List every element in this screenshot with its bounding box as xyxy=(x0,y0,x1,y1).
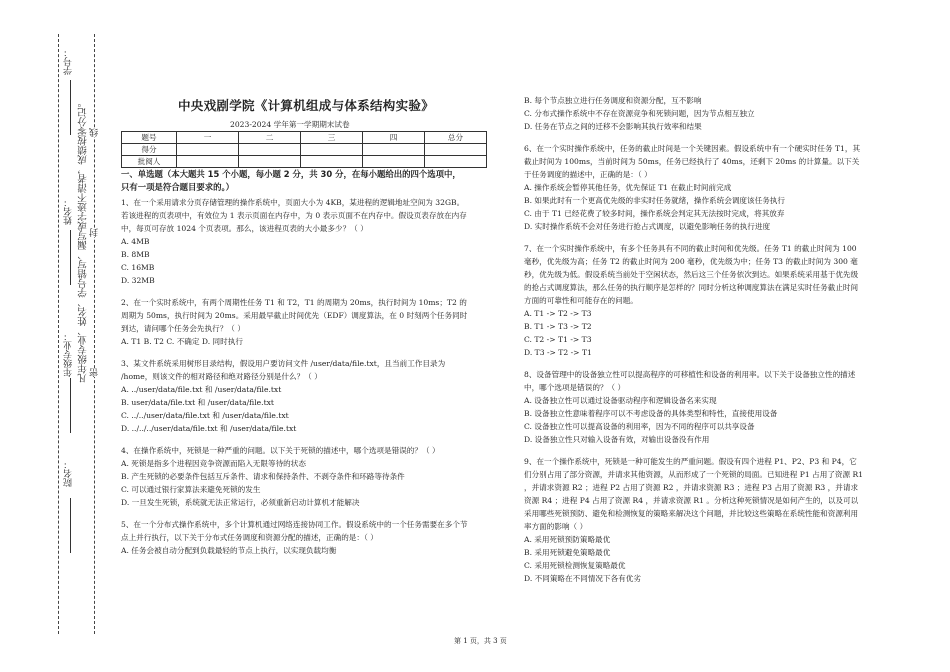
grader-cell[interactable] xyxy=(363,156,425,168)
right-column xyxy=(524,94,864,594)
student-id-label: 学号： xyxy=(64,48,74,75)
score-cell[interactable] xyxy=(425,144,487,156)
option[interactable]: D. 32MB xyxy=(121,276,155,285)
score-row-label: 得分 xyxy=(122,144,177,156)
option[interactable]: A. T1 -> T2 -> T3 xyxy=(524,309,592,318)
option[interactable]: B. 产生死锁的必要条件包括互斥条件、请求和保持条件、不剥夺条件和环路等待条件 xyxy=(121,472,405,481)
option[interactable]: C. 可以通过银行家算法来避免死锁的发生 xyxy=(121,485,261,494)
score-header-cell: 四 xyxy=(363,132,425,144)
option[interactable]: C. 由于 T1 已经花费了较多时间，操作系统会判定其无法按时完成，将其放弃 xyxy=(524,209,785,218)
grader-cell[interactable] xyxy=(177,156,239,168)
option[interactable]: A. 死锁是指多个进程因竞争资源而陷入无限等待的状态 xyxy=(121,459,306,468)
score-header-cell: 题号 xyxy=(122,132,177,144)
question-stem: 4、在操作系统中，死锁是一种严重的问题。以下关于死锁的描述中，哪个选项是错误的？（ ） xyxy=(121,446,440,455)
question-9 xyxy=(524,455,864,585)
page-number: 第 1 页，共 3 页 xyxy=(454,637,507,645)
exam-title: 中央戏剧学院《计算机组成与体系结构实验》 xyxy=(178,98,435,113)
option[interactable]: B. 8MB xyxy=(121,250,150,259)
exam-subtitle: 2023-2024 学年第一学期期末试卷 xyxy=(230,120,350,129)
option[interactable]: A. 任务会被自动分配到负载最轻的节点上执行，以实现负载均衡 xyxy=(121,546,337,555)
option[interactable]: A. 设备独立性可以通过设备驱动程序和逻辑设备名来实现 xyxy=(524,396,717,405)
option[interactable]: C. T2 -> T1 -> T3 xyxy=(524,335,592,344)
score-cell[interactable] xyxy=(239,144,301,156)
score-header-cell: 二 xyxy=(239,132,301,144)
option[interactable]: D. 一旦发生死锁，系统就无法正常运行，必须重新启动计算机才能解决 xyxy=(121,498,360,507)
binding-dashed-line-inner xyxy=(58,34,59,634)
binding-dashed-line-outer xyxy=(94,34,95,634)
option[interactable]: D. 实时操作系统不会对任务进行抢占式调度，以避免影响任务的执行进度 xyxy=(524,222,771,231)
school-label: 院名： xyxy=(64,460,74,487)
fill-note: 凡年级专业、姓名、学号错写、漏写或字迹不清者，成绩按零分记。 xyxy=(78,98,89,383)
score-row-label: 批阅人 xyxy=(122,156,177,168)
option[interactable]: C. 采用死锁检测恢复策略最优 xyxy=(524,561,626,570)
question-2 xyxy=(121,296,469,348)
question-stem: 6、在一个实时操作系统中，任务的截止时间是一个关键因素。假设系统中有一个硬实时任务 T1，其截止时间为 100ms，当前时间为 50ms，任务已经执行了 40ms，还剩下 20ms 的计算量。以下关于任务调度的描述中，正确的是：（ ） xyxy=(524,144,861,179)
section-heading: 一、单选题（本大题共 15 个小题，每小题 2 分，共 30 分，在每小题给出的四个选项中，只有一项是符合题目要求的。） xyxy=(121,169,461,192)
question-3 xyxy=(121,357,469,435)
school-blank[interactable] xyxy=(70,498,72,553)
name-label: 姓名： xyxy=(64,198,74,225)
option[interactable]: D. ../../../user/data/file.txt 和 /user/data/file.txt xyxy=(121,424,297,433)
name-blank[interactable] xyxy=(70,230,72,285)
score-cell[interactable] xyxy=(363,144,425,156)
student-id-blank[interactable] xyxy=(70,80,72,135)
question-stem: 3、某文件系统采用树形目录结构，假设用户要访问文件 /user/data/file.txt，且当前工作目录为 /home，则该文件的相对路径和绝对路径分别是什么？（ ） xyxy=(121,359,446,381)
option[interactable]: A. 操作系统会暂停其他任务，优先保证 T1 在截止时间前完成 xyxy=(524,183,732,192)
question-6 xyxy=(524,142,864,233)
option[interactable]: A. T1 B. T2 C. 不确定 D. 同时执行 xyxy=(121,337,243,346)
option[interactable]: D. 任务在节点之间的迁移不会影响其执行效率和结果 xyxy=(524,122,702,131)
score-header-cell: 一 xyxy=(177,132,239,144)
question-4 xyxy=(121,444,469,509)
score-table-header-row xyxy=(122,132,487,144)
option[interactable]: B. 每个节点独立进行任务调度和资源分配，互不影响 xyxy=(524,96,702,105)
option[interactable]: A. 4MB xyxy=(121,237,150,246)
question-stem: 8、设备管理中的设备独立性可以提高程序的可移植性和设备的利用率。以下关于设备独立性的描述中，哪个选项是错误的？（ ） xyxy=(524,370,856,392)
question-stem: 9、在一个操作系统中，死锁是一种可能发生的严重问题。假设有四个进程 P1、P2、P3 和 P4，它们分别占用了部分资源，并请求其他资源，从而形成了一个死锁的局面。已知进程 P1 占用了资源 R1 ，并请求资源 R2 ；进程 P2 占用了资源 R2 ，并请求资源 R3 ；进程 P3 占用了资源 R3 ，并请求资源 R4 ；进程 P4 占用了资源 R4 ，并请求资源 R1 。分析这种死锁情况是如何产生的，以及可以采用哪些死锁预防、避免和检测恢复的策略来解决这个问题，并比较这些策略在系统性能和资源利用率方面的影响（ ） xyxy=(524,457,864,531)
option[interactable]: B. 设备独立性意味着程序可以不考虑设备的具体类型和特性，直接使用设备 xyxy=(524,409,778,418)
option[interactable]: D. 设备独立性只对输入设备有效，对输出设备没有作用 xyxy=(524,435,710,444)
seal-word-xian: 线 xyxy=(90,128,100,137)
question-stem: 5、在一个分布式操作系统中，多个计算机通过网络连接协同工作。假设系统中的一个任务需要在多个节点上并行执行，以下关于分布式任务调度和资源分配的描述，正确的是：（ ） xyxy=(121,520,468,542)
option[interactable]: D. 不同策略在不同情况下各有优劣 xyxy=(524,574,641,583)
option[interactable]: B. user/data/file.txt 和 /user/data/file.txt xyxy=(121,398,274,407)
option[interactable]: C. 分布式操作系统中不存在资源竞争和死锁问题，因为节点相互独立 xyxy=(524,109,755,118)
option[interactable]: D. T3 -> T2 -> T1 xyxy=(524,348,592,357)
question-5 xyxy=(121,518,469,557)
question-stem: 1、在一个采用请求分页存储管理的操作系统中，页面大小为 4KB，某进程的逻辑地址空间为 32GB。若该进程的页表项中，有效位为 1 表示页面在内存中，为 0 表示页面不在内存中。假设页表存放在内存中，每页可存放 1024 个页表项。那么，该进程页表的大小最多少？（ ） xyxy=(121,198,467,233)
binding-strip xyxy=(0,0,110,672)
score-header-cell: 三 xyxy=(301,132,363,144)
option[interactable]: A. ../user/data/file.txt 和 /user/data/file.txt xyxy=(121,385,282,394)
option[interactable]: C. 16MB xyxy=(121,263,155,272)
option[interactable]: C. ../../user/data/file.txt 和 /user/data/file.txt xyxy=(121,411,289,420)
score-table-row xyxy=(122,144,487,156)
grader-cell[interactable] xyxy=(239,156,301,168)
seal-word-feng: 封 xyxy=(90,228,100,237)
class-label: 年级专业： xyxy=(64,332,74,377)
question-7 xyxy=(524,242,864,359)
option[interactable]: B. 如果此时有一个更高优先级的非实时任务就绪，操作系统会调度该任务执行 xyxy=(524,196,785,205)
option[interactable]: C. 设备独立性可以提高设备的利用率，因为不同的程序可以共享设备 xyxy=(524,422,755,431)
question-5-continued xyxy=(524,94,864,133)
question-stem: 7、在一个实时操作系统中，有多个任务具有不同的截止时间和优先级。任务 T1 的截止时间为 100 毫秒，优先级为高；任务 T2 的截止时间为 200 毫秒，优先级为中；任务 T3 的截止时间为 300 毫秒，优先级为低。假设系统当前处于空闲状态，然后这三个任务依次到达。如果系统采用基于优先级的抢占式调度算法，那么任务的执行顺序是怎样的？同时分析这种调度算法在满足实时任务截止时间方面的可靠性和可能存在的问题。 xyxy=(524,244,859,305)
question-stem: 2、在一个实时系统中，有两个周期性任务 T1 和 T2，T1 的周期为 20ms，执行时间为 10ms；T2 的周期为 50ms，执行时间为 20ms。采用最早截止时间优先（EDF）调度算法，在 0 时刻两个任务同时到达，请问哪个任务会先执行？（ ） xyxy=(121,298,468,333)
grader-cell[interactable] xyxy=(425,156,487,168)
question-1 xyxy=(121,196,469,287)
score-cell[interactable] xyxy=(301,144,363,156)
seal-word-mi: 密 xyxy=(90,368,100,377)
option[interactable]: B. 采用死锁避免策略最优 xyxy=(524,548,611,557)
score-header-cell: 总分 xyxy=(425,132,487,144)
score-cell[interactable] xyxy=(177,144,239,156)
option[interactable]: B. T1 -> T3 -> T2 xyxy=(524,322,592,331)
left-column xyxy=(121,168,469,566)
class-blank[interactable] xyxy=(70,378,72,433)
score-table-row xyxy=(122,156,487,168)
grader-cell[interactable] xyxy=(301,156,363,168)
score-table xyxy=(121,131,487,168)
question-8 xyxy=(524,368,864,446)
option[interactable]: A. 采用死锁预防策略最优 xyxy=(524,535,611,544)
